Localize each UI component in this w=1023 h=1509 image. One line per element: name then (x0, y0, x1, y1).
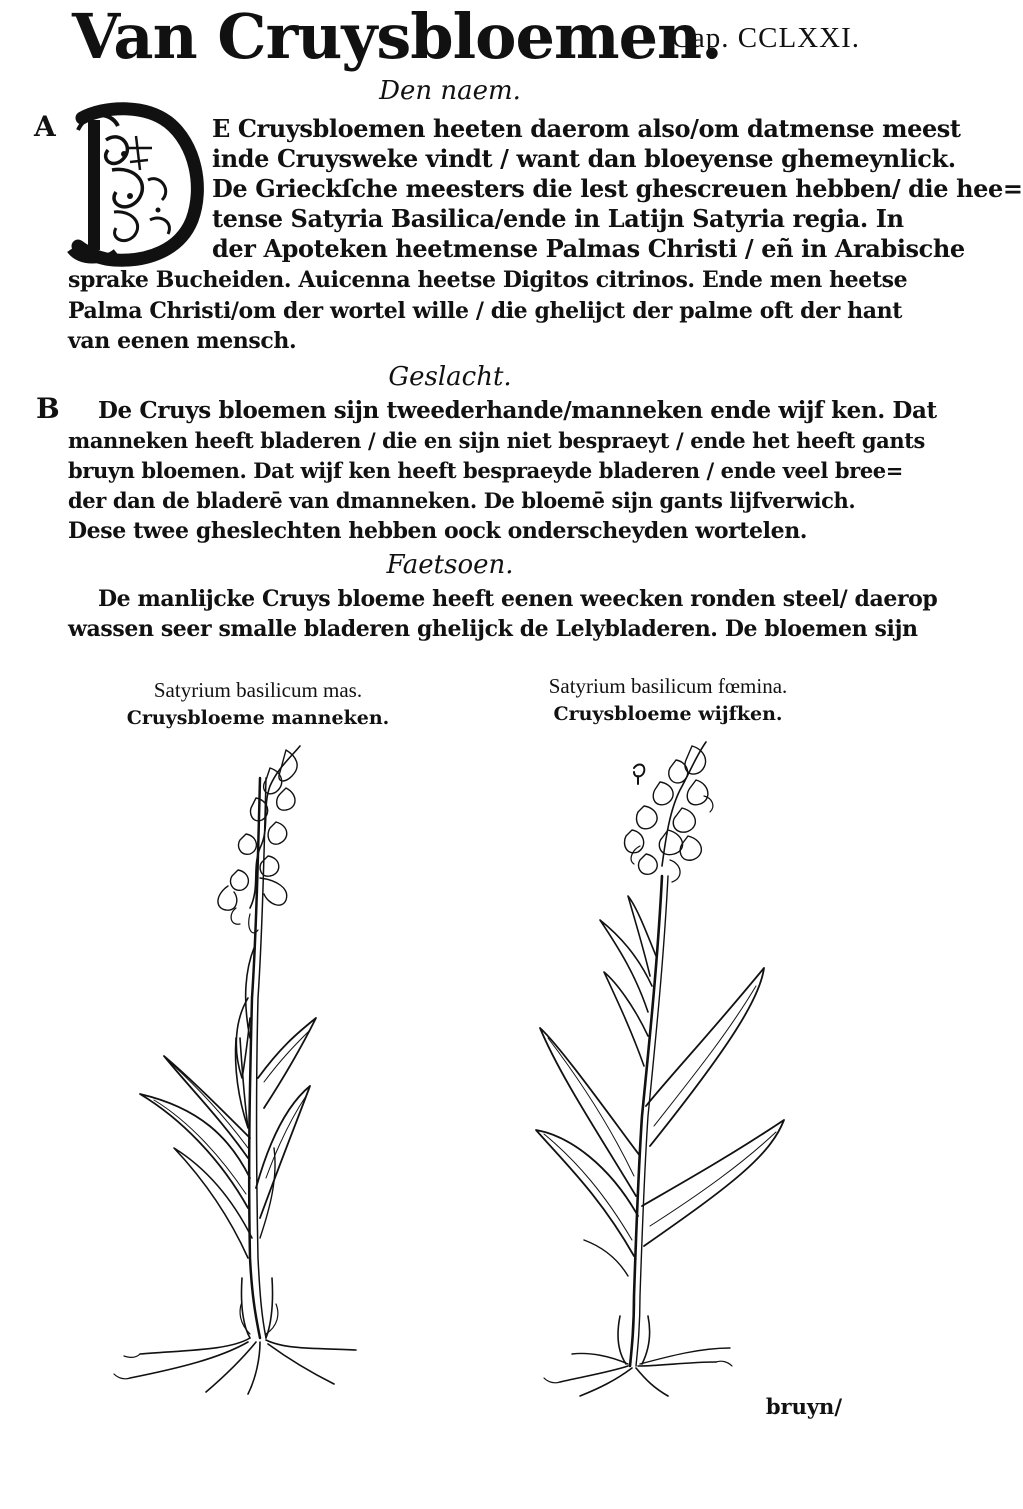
text-line: inde Cruysweke vindt / want dan bloeyense ghemeynlick. (212, 144, 956, 173)
text-line: De Cruys bloemen sijn tweederhande/manneken ende wijf ken. Dat (98, 397, 937, 424)
caption-dutch: Cruysbloeme wijfken. (553, 703, 783, 725)
text-line: Palma Christi/om der wortel wille / die ghelijct der palme oft der hant (68, 298, 902, 324)
catchword: bruyn/ (765, 1394, 842, 1419)
decorated-initial (64, 100, 206, 266)
section-heading-name: Den naem. (379, 76, 521, 106)
text-line: tense Satyria Basilica/ende in Latijn Satyria regia. In (212, 204, 904, 233)
text-line: bruyn bloemen. Dat wijf ken heeft bespraeyde bladeren / ende veel bree= (68, 458, 903, 483)
text-line: wassen seer smalle bladeren ghelijck de Lelybladeren. De bloemen sijn (68, 616, 918, 642)
text-line: sprake Bucheiden. Auicenna heetse Digitos citrinos. Ende men heetse (68, 267, 908, 293)
woodcut-female-orchid (520, 736, 820, 1400)
text-line: der Apoteken heetmense Palmas Christi / eñ in Arabische (212, 234, 965, 263)
chapter-number: Cap. CCLXXI. (671, 22, 860, 54)
figure-caption-female (488, 672, 848, 728)
page-header (60, 0, 860, 72)
section-heading-form: Faetsoen. (386, 550, 514, 580)
figure-caption-male (78, 676, 438, 732)
caption-latin: Satyrium basilicum mas. (153, 678, 363, 702)
running-title: Van Cruysbloemen. (72, 0, 722, 73)
text-line: De Grieckſche meesters die lest ghescreuen hebben/ die hee= (212, 174, 1023, 203)
caption-latin: Satyrium basilicum fœmina. (548, 674, 788, 698)
woodcut-male-orchid (110, 738, 360, 1398)
text-line: manneken heeft bladeren / die en sijn niet bespraeyt / ende het heeft gants (68, 428, 925, 453)
text-line: der dan de bladerē van dmanneken. De bloemē sijn gants lijfverwich. (68, 488, 856, 513)
text-line: Dese twee gheslechten hebben oock onderscheyden wortelen. (68, 518, 808, 544)
text-line: van eenen mensch. (68, 328, 297, 354)
margin-marker-a: A (34, 110, 56, 143)
section-heading-kind: Geslacht. (388, 362, 512, 392)
text-line: E Cruysbloemen heeten daerom also/om datmense meest (212, 114, 961, 143)
text-line: De manlijcke Cruys bloeme heeft eenen weecken ronden steel/ daerop (98, 586, 938, 612)
margin-marker-b: B (36, 392, 60, 425)
caption-dutch: Cruysbloeme manneken. (126, 707, 390, 729)
